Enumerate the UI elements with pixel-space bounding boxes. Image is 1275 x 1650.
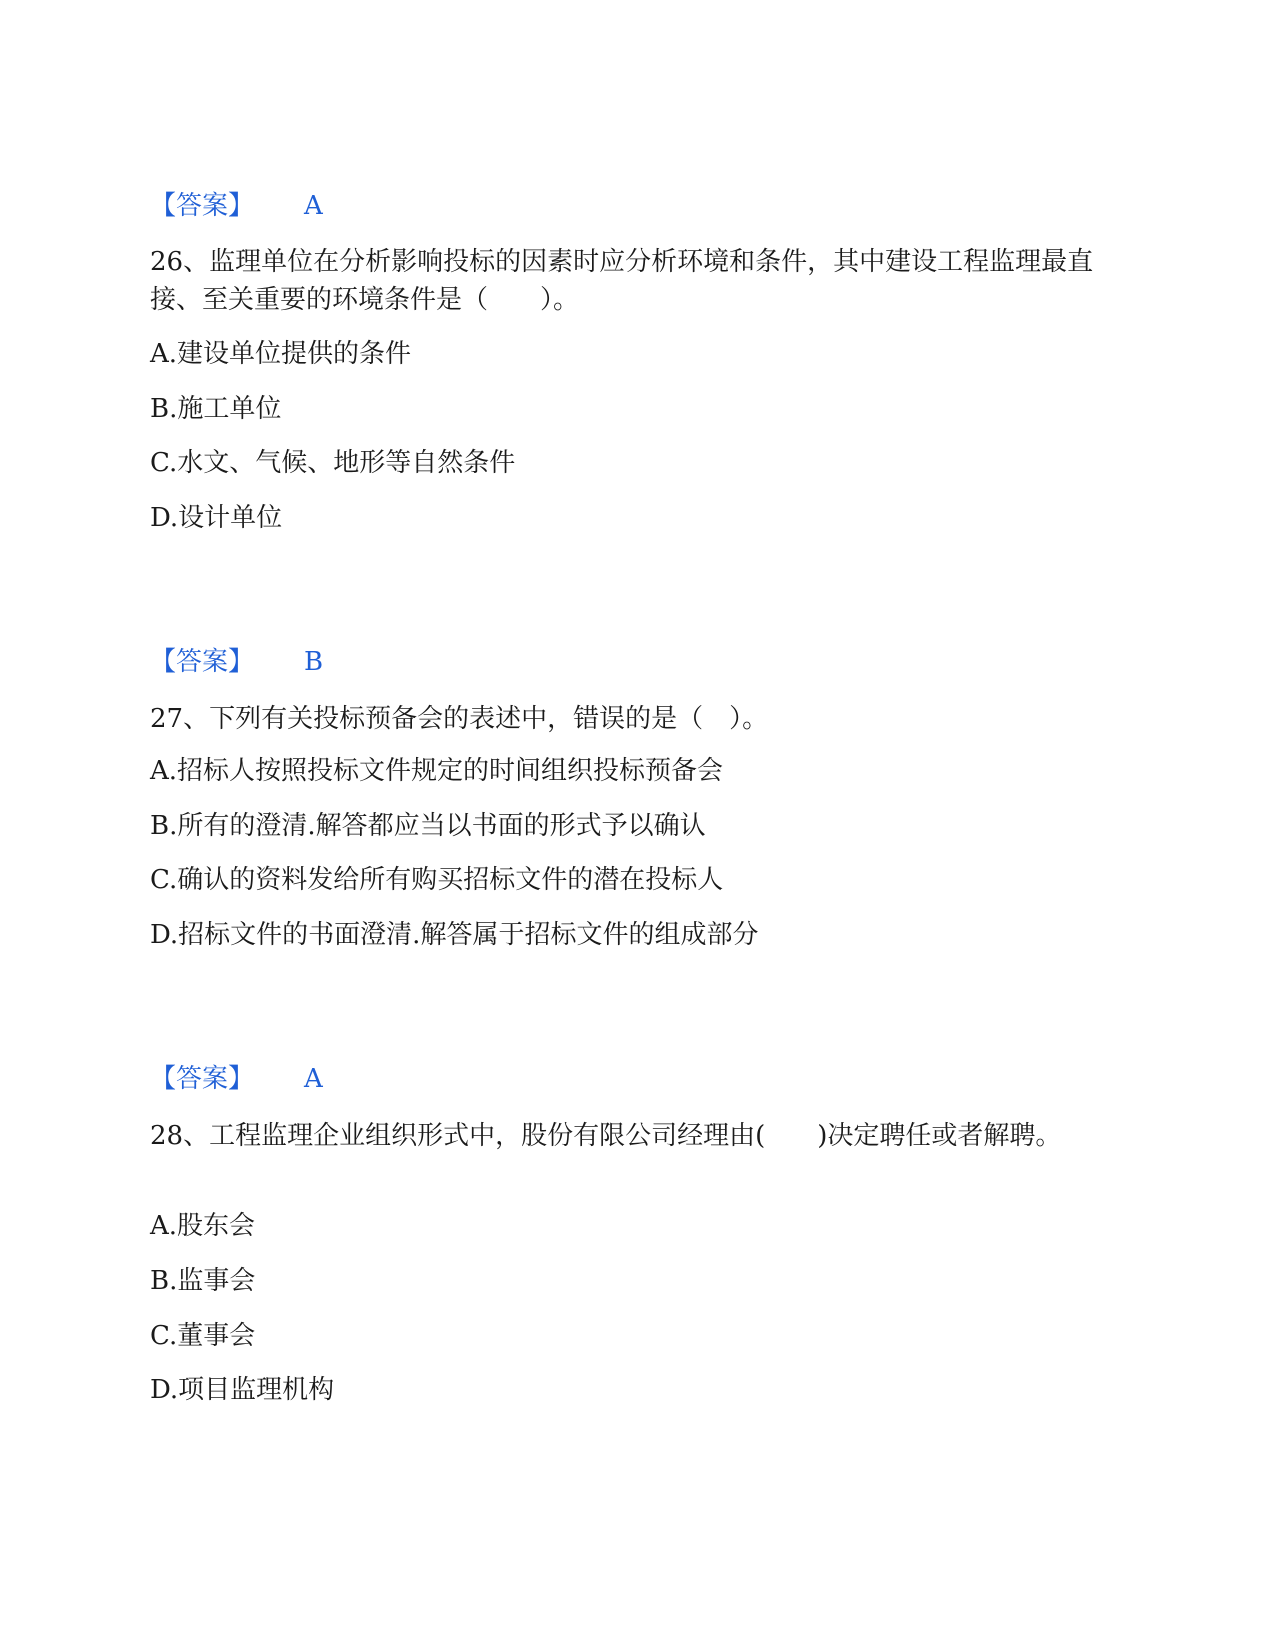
option-d: D.设计单位: [150, 503, 283, 533]
question-text: 28、工程监理企业组织形式中，股份有限公司经理由( )决定聘任或者解聘。: [150, 1121, 1062, 1151]
answer-line: [150, 646, 323, 678]
option-b: B.所有的澄清.解答都应当以书面的形式予以确认: [150, 811, 706, 841]
option-a: A.招标人按照投标文件规定的时间组织投标预备会: [150, 756, 724, 786]
answer-label: 【答案】: [150, 1064, 255, 1094]
answer-label: 【答案】: [150, 191, 255, 221]
answer-value: B: [304, 647, 324, 677]
answer-label: 【答案】: [150, 647, 255, 677]
option-a: A.建设单位提供的条件: [150, 339, 412, 369]
answer-value: A: [304, 191, 323, 221]
option-c: C.确认的资料发给所有购买招标文件的潜在投标人: [150, 865, 724, 895]
answer-line: [150, 190, 323, 222]
option-d: D.招标文件的书面澄清.解答属于招标文件的组成部分: [150, 920, 759, 950]
option-a: A.股东会: [150, 1211, 256, 1241]
option-b: B.施工单位: [150, 394, 282, 424]
option-b: B.监事会: [150, 1266, 256, 1296]
question-text: 27、下列有关投标预备会的表述中，错误的是（ ）。: [150, 704, 769, 734]
option-c: C.董事会: [150, 1321, 256, 1351]
answer-value: A: [304, 1064, 323, 1094]
question-text: 26、监理单位在分析影响投标的因素时应分析环境和条件，其中建设工程监理最直接、至关重要的环境条件是（ ）。: [150, 247, 1094, 315]
option-d: D.项目监理机构: [150, 1375, 335, 1405]
answer-line: [150, 1063, 323, 1095]
option-c: C.水文、气候、地形等自然条件: [150, 448, 516, 478]
